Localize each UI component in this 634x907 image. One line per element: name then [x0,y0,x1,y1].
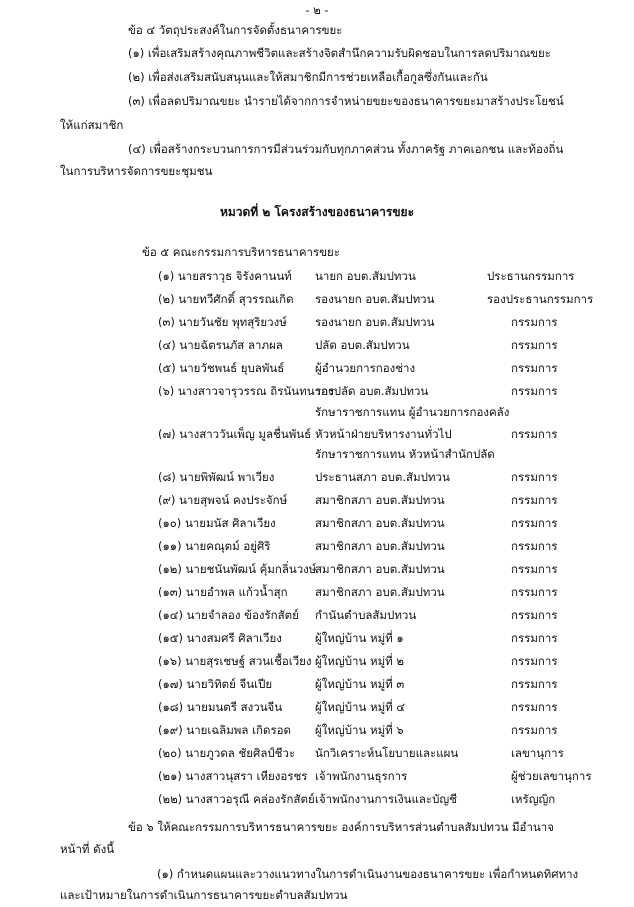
article4-item4: (๔) เพื่อสร้างกระบวนการการมีส่วนร่วมกับทุกภาคส่วน ทั้งภาครัฐ ภาคเอกชน และท้องถิ่น [128,142,564,156]
article4-title: ข้อ ๔ วัตถุประสงค์ในการจัดตั้งธนาคารขยะ [128,23,343,37]
member-name: (๑๑) นายคณุตม์ อยู่ศิริ [158,539,271,553]
article4-item3: (๓) เพื่อลดปริมาณขยะ นำรายได้จากการจำหน่ายขยะของธนาคารขยะมาสร้างประโยชน์ [128,94,564,108]
member-role: กรรมการ [511,585,558,599]
member-position: รองปลัด อบต.สัมปทวน [315,384,429,398]
article6-line1: ข้อ ๖ ให้คณะกรรมการบริหารธนาคารขยะ องค์การบริหารส่วนตำบลสัมปทวน มีอำนาจ [128,820,554,834]
member-role: กรรมการ [511,562,558,576]
member-role: กรรมการ [511,723,558,737]
article4-item1: (๑) เพื่อเสริมสร้างคุณภาพชีวิตและสร้างจิตสำนึกความรับผิดชอบในการลดปริมาณขยะ [128,46,551,60]
member-name: (๒) นายทวีศักดิ์ สุวรรณเกิด [158,292,294,306]
member-name: (๗) นางสาววันเพ็ญ มูลชื่นพันธ์ [158,427,312,441]
member-name: (๑๐) นายมนัส ศิลาเวียง [158,516,276,530]
member-role: กรรมการ [511,493,558,507]
member-role: เลขานุการ [511,746,564,760]
member-position: ผู้ใหญ่บ้าน หมู่ที่ ๖ [315,723,404,737]
member-name: (๕) นายวัชพนธ์ ยุบลพันธ์ [158,361,285,375]
member-role: กรรมการ [511,631,558,645]
chapter-title: หมวดที่ ๒ โครงสร้างของธนาคารขยะ [219,205,415,219]
member-name: (๒๑) นางสาวนุสรา เหียงอรชร [158,769,308,783]
member-position: สมาชิกสภา อบต.สัมปทวน [315,585,445,599]
member-position: เจ้าพนักงานธุรการ [315,769,408,783]
member-name: (๑๖) นายสุรเชษฐ์ สวนเชื้อเวียง [158,654,312,668]
member-position: เจ้าพนักงานการเงินและบัญชี [315,792,458,806]
article4-item3-cont: ให้แก่สมาชิก [60,118,124,132]
member-position: ผู้ใหญ่บ้าน หมู่ที่ ๑ [315,631,404,645]
member-position: สมาชิกสภา อบต.สัมปทวน [315,539,445,553]
member-position: รองนายก อบต.สัมปทวน [315,292,435,306]
member-role: กรรมการ [511,315,558,329]
member-role: กรรมการ [511,384,558,398]
member-name: (๔) นายฉัตรนภัส ลาภผล [158,338,283,352]
member-role: กรรมการ [511,470,558,484]
member-role: กรรมการ [511,608,558,622]
article4-item4-cont: ในการบริหารจัดการขยะชุมชน [60,164,213,178]
member-position-extra: รักษาราชการแทน ผู้อำนวยการกองคลัง [315,405,510,419]
member-position: สมาชิกสภา อบต.สัมปทวน [315,516,445,530]
member-name: (๑๘) นายมนตรี สงวนจีน [158,700,283,714]
article4-item2: (๒) เพื่อส่งเสริมสนับสนุนและให้สมาชิกมีการช่วยเหลือเกื้อกูลซึ่งกันและกัน [128,70,488,84]
member-name: (๑๓) นายอำพล แก้วน้ำสุก [158,585,288,599]
member-name: (๘) นายพิพัฒน์ พาเวียง [158,470,275,484]
member-role: กรรมการ [511,539,558,553]
member-role: รองประธานกรรมการ [487,292,594,306]
member-name: (๙) นายสุพจน์ คงประจักษ์ [158,493,288,507]
member-position-extra: รักษาราชการแทน หัวหน้าสำนักปลัด [315,447,495,461]
member-role: เหรัญญิก [511,792,556,806]
member-position: สมาชิกสภา อบต.สัมปทวน [315,493,445,507]
member-name: (๑๕) นางสมศรี ศิลาเวียง [158,631,282,645]
member-position: ผู้ใหญ่บ้าน หมู่ที่ ๓ [315,677,405,691]
member-name: (๑๙) นายเฉลิมพล เกิดรอด [158,723,291,737]
member-role: กรรมการ [511,654,558,668]
article6-line2: หน้าที่ ดังนี้ [60,842,115,856]
member-position: นักวิเคราะห์นโยบายและแผน [315,746,459,760]
member-name: (๑๗) นายวิทิตย์ จีนเปีย [158,677,273,691]
member-position: ผู้ใหญ่บ้าน หมู่ที่ ๔ [315,700,406,714]
member-role: ประธานกรรมการ [487,269,575,283]
member-name: (๓) นายวันชัย พุทสุริยวงษ์ [158,315,287,329]
member-position: ประธานสภา อบต.สัมปทวน [315,470,450,484]
member-position: รองนายก อบต.สัมปทวน [315,315,435,329]
article6-item1-cont: และเป้าหมายในการดำเนินการธนาคารขยะตำบลสัมปทวน [60,888,348,902]
member-role: ผู้ช่วยเลขานุการ [511,769,592,783]
article6-item1: (๑) กำหนดแผนและวางแนวทางในการดำเนินงานของธนาคารขยะ เพื่อกำหนดทิศทาง [157,867,579,881]
member-name: (๖) นางสาวจารุวรรณ ถิรนันทนากร [158,384,335,398]
member-name: (๑๔) นายจำลอง ข้องรักสัตย์ [158,608,299,622]
member-position: ผู้ใหญ่บ้าน หมู่ที่ ๒ [315,654,404,668]
member-role: กรรมการ [511,700,558,714]
member-position: หัวหน้าฝ่ายบริหารงานทั่วไป [315,427,452,441]
member-position: สมาชิกสภา อบต.สัมปทวน [315,562,445,576]
member-name: (๑) นายสราวุธ จิรังคานนท์ [158,269,292,283]
member-position: ปลัด อบต.สัมปทวน [315,338,410,352]
member-position: นายก อบต.สัมปทวน [315,269,416,283]
member-position: ผู้อำนวยการกองช่าง [315,361,416,375]
member-role: กรรมการ [511,338,558,352]
member-role: กรรมการ [511,427,558,441]
member-name: (๑๒) นายชนันพัฒน์ คุ้มกลิ่นวงษ์ [158,562,317,576]
member-role: กรรมการ [511,677,558,691]
page-number: - ๒ - [305,3,329,17]
member-role: กรรมการ [511,516,558,530]
article5-title: ข้อ ๕ คณะกรรมการบริหารธนาคารขยะ [142,245,340,259]
member-name: (๒๐) นายภูวดล ชัยศิลป์ชีวะ [158,746,296,760]
member-role: กรรมการ [511,361,558,375]
member-name: (๒๒) นางสาวอรุณี คล่องรักสัตย์ [158,792,315,806]
member-position: กำนันตำบลสัมปทวน [315,608,417,622]
